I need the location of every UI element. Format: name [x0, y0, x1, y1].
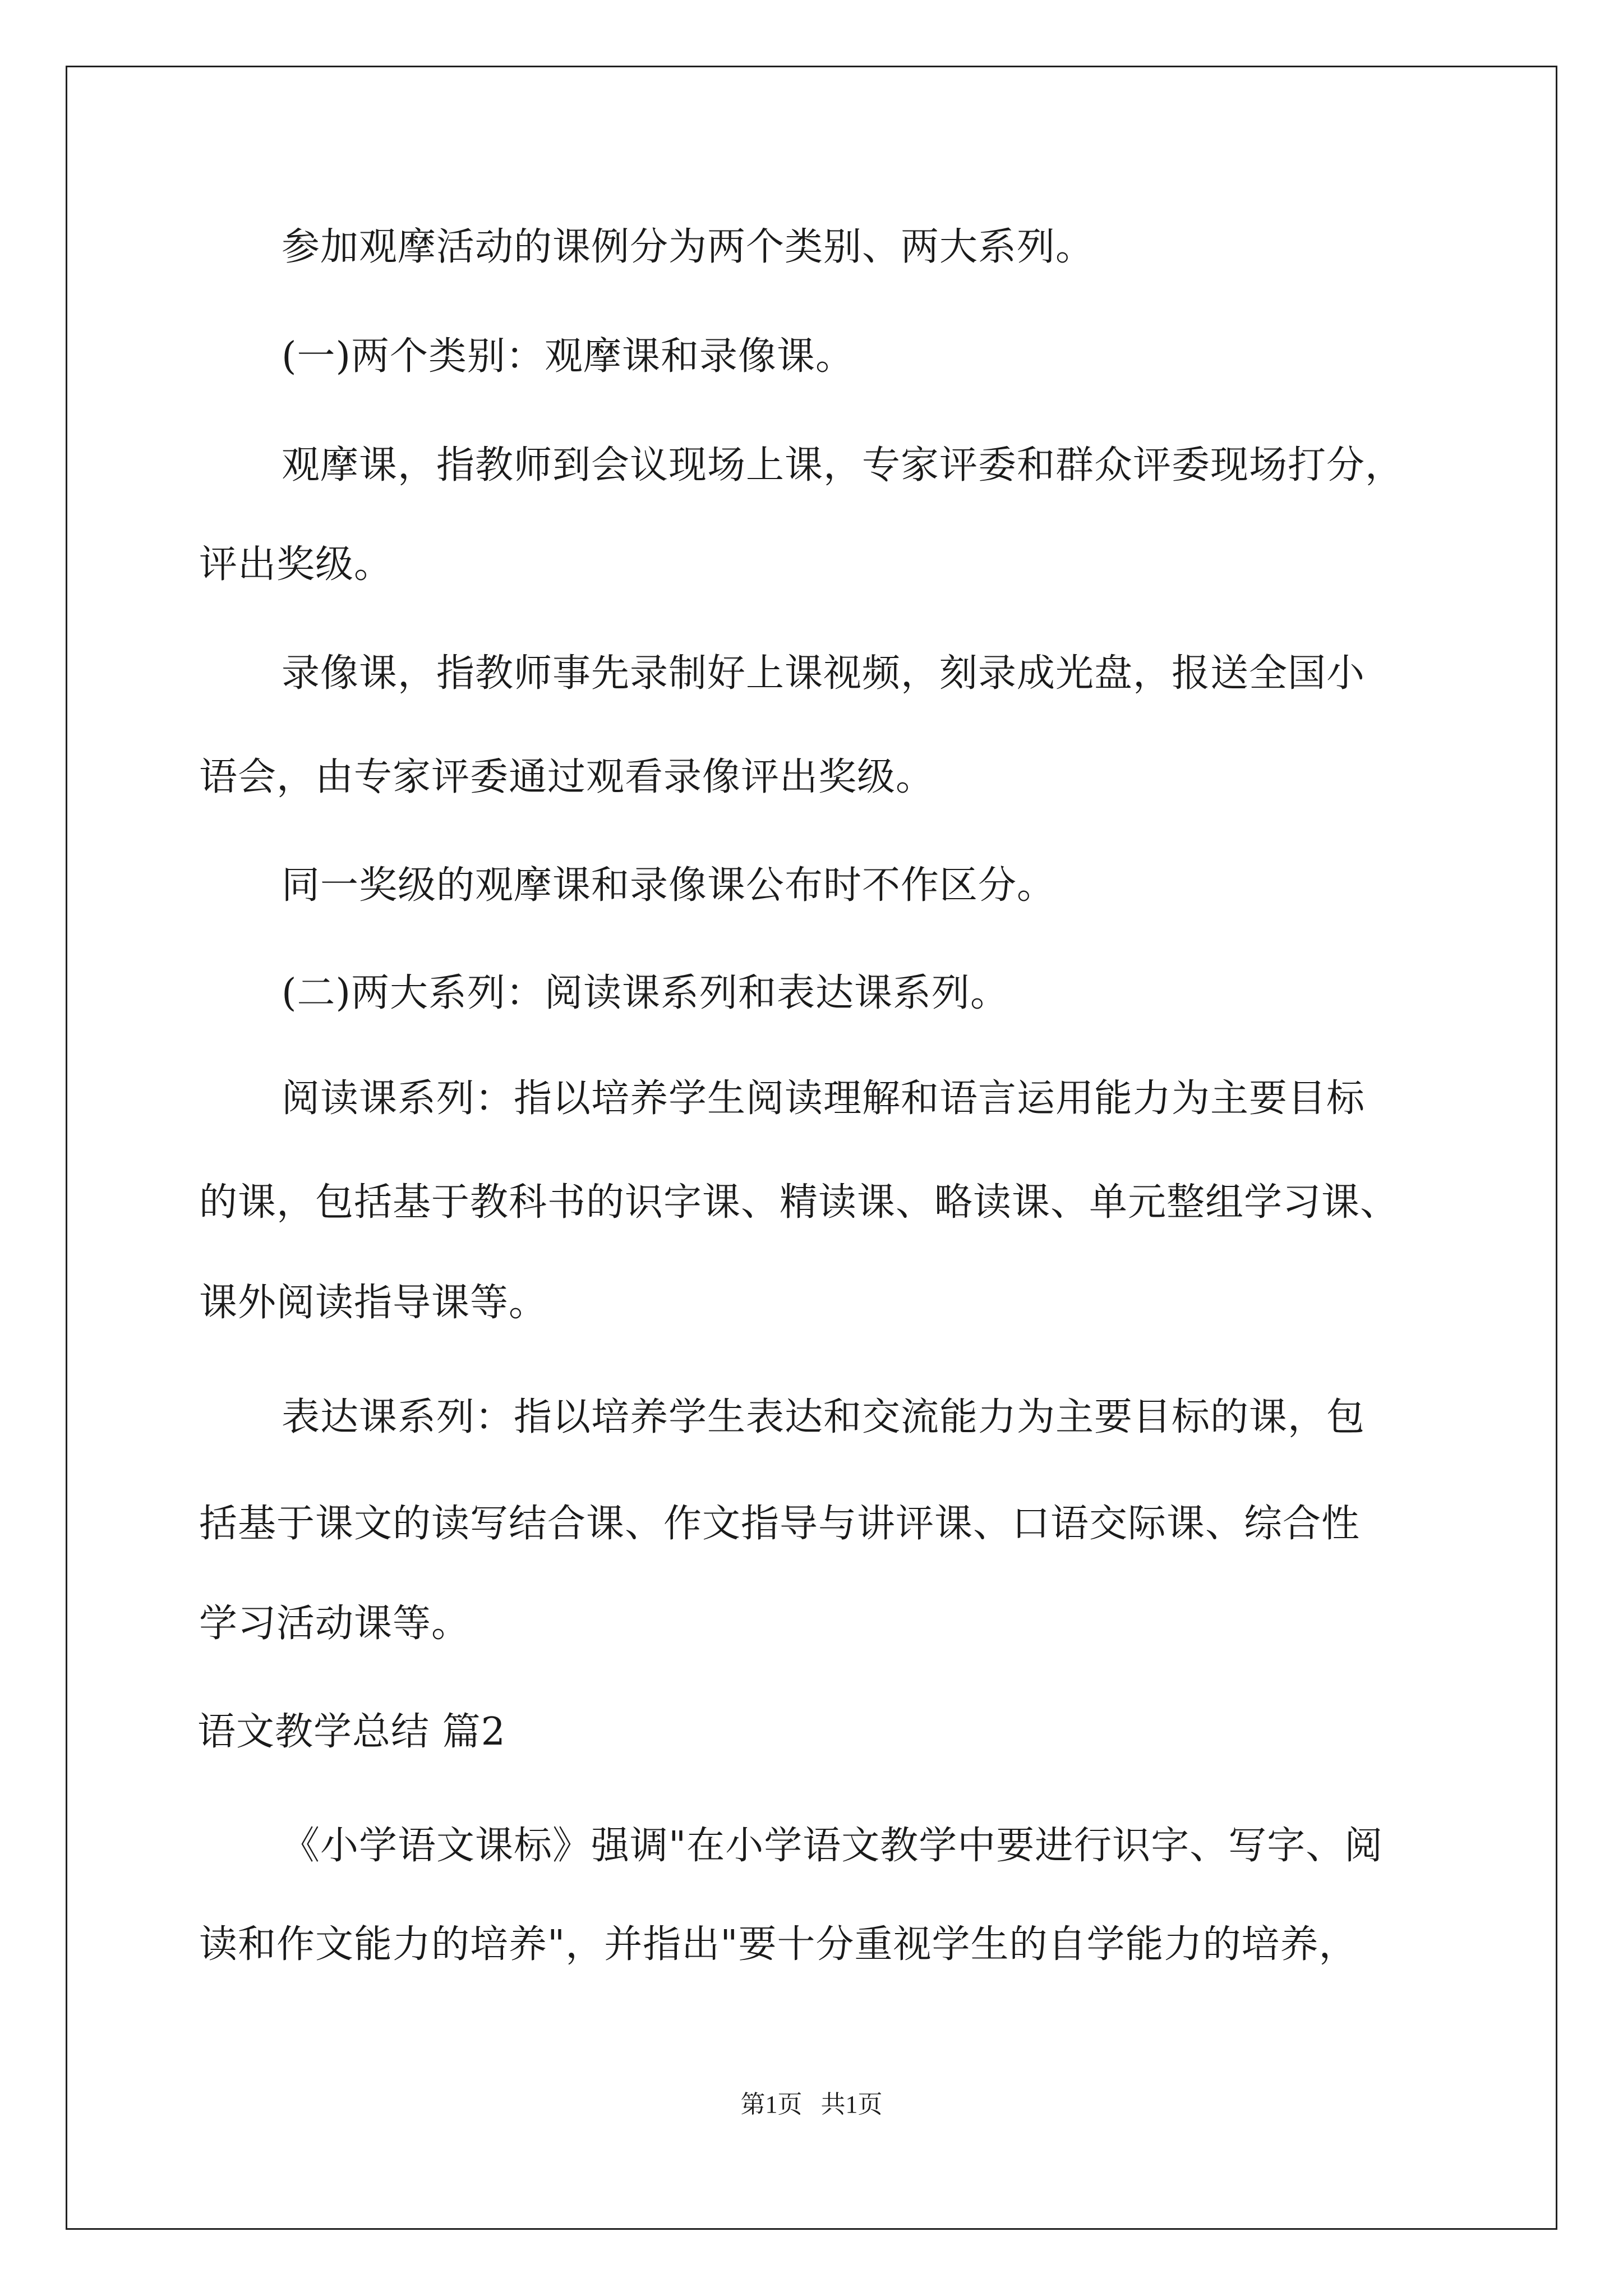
paragraph-line: 阅读课系列：指以培养学生阅读理解和语言运用能力为主要目标 — [282, 1076, 1366, 1121]
paragraph-line: 括基于课文的读写结合课、作文指导与讲评课、口语交际课、综合性 — [199, 1502, 1361, 1546]
paragraph-line: (二)两大系列：阅读课系列和表达课系列。 — [282, 971, 1009, 1015]
page-footer: 第1页 共1页 — [740, 2091, 883, 2118]
page-border — [66, 66, 1557, 2230]
paragraph-line: 观摩课，指教师到会议现场上课，专家评委和群众评委现场打分， — [282, 443, 1404, 487]
paragraph-line: 读和作文能力的培养"，并指出"要十分重视学生的自学能力的培养， — [199, 1922, 1358, 1967]
paragraph-line: 评出奖级。 — [199, 542, 393, 587]
paragraph-line: 《小学语文课标》强调"在小学语文教学中要进行识字、写字、阅 — [282, 1824, 1384, 1868]
paragraph-line: 学习活动课等。 — [199, 1602, 471, 1646]
paragraph-line: 的课，包括基于教科书的识字课、精读课、略读课、单元整组学习课、 — [199, 1180, 1399, 1225]
paragraph-line: (一)两个类别：观摩课和录像课。 — [282, 334, 855, 379]
paragraph-line: 同一奖级的观摩课和录像课公布时不作区分。 — [282, 863, 1056, 908]
paragraph-line: 参加观摩活动的课例分为两个类别、两大系列。 — [282, 225, 1095, 269]
paragraph-line: 课外阅读指导课等。 — [199, 1281, 548, 1325]
paragraph-line: 表达课系列：指以培养学生表达和交流能力为主要目标的课，包 — [282, 1395, 1366, 1439]
paragraph-line: 录像课，指教师事先录制好上课视频，刻录成光盘，报送全国小 — [282, 651, 1366, 696]
paragraph-line: 语会，由专家评委通过观看录像评出奖级。 — [199, 755, 935, 799]
section-heading: 语文教学总结 篇2 — [197, 1710, 506, 1754]
